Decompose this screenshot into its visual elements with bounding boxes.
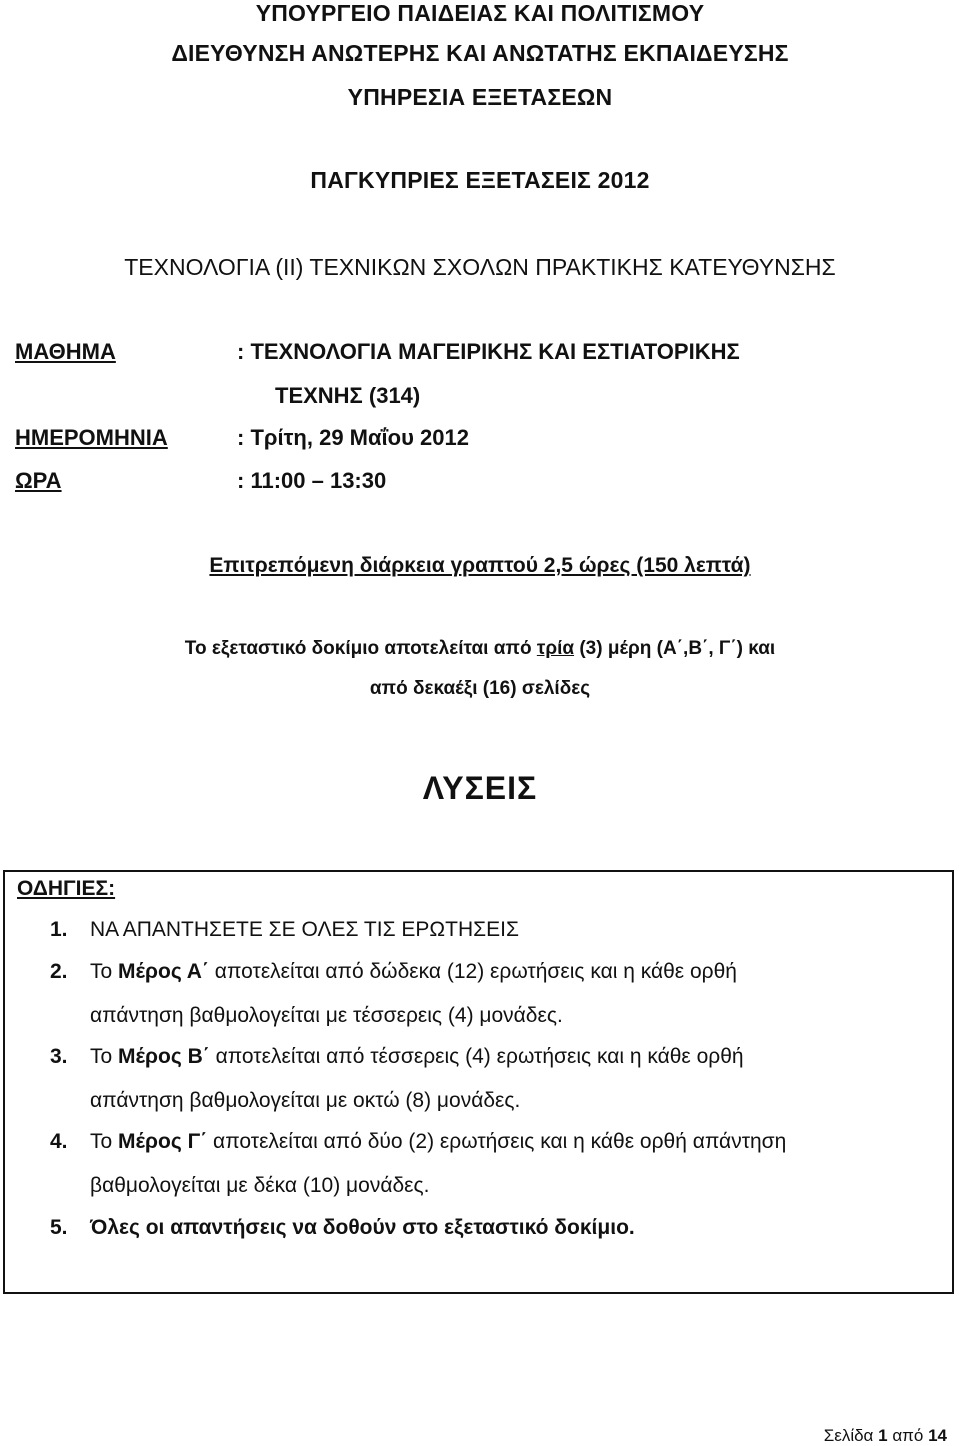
composition-text-b: (3) μέρη (Α΄,Β΄, Γ΄) και bbox=[574, 638, 776, 659]
instruction-3-text bbox=[90, 1045, 744, 1069]
instruction-2-text bbox=[90, 960, 737, 984]
of-word: από bbox=[892, 1426, 924, 1445]
page-current: 1 bbox=[878, 1426, 888, 1445]
instruction-2-number: 2. bbox=[50, 960, 68, 983]
exams-title: ΠΑΓΚΥΠΡΙΕΣ ΕΞΕΤΑΣΕΙΣ 2012 bbox=[310, 167, 650, 193]
instruction-1-number: 1. bbox=[50, 918, 68, 941]
instruction-1-text: ΝΑ ΑΠΑΝΤΗΣΕΤΕ ΣΕ ΟΛΕΣ ΤΙΣ ΕΡΩΤΗΣΕΙΣ bbox=[90, 918, 519, 941]
page-total: 14 bbox=[928, 1426, 947, 1445]
composition-text-underlined: τρία bbox=[536, 638, 575, 659]
instruction-2-part: Μέρος Α΄ bbox=[118, 960, 209, 983]
instruction-4-text bbox=[90, 1130, 786, 1154]
ministry-title: ΥΠΟΥΡΓΕΙΟ ΠΑΙΔΕΙΑΣ ΚΑΙ ΠΟΛΙΤΙΣΜΟΥ bbox=[255, 0, 705, 26]
subject-value: : ΤΕΧΝΟΛΟΓΙΑ ΜΑΓΕΙΡΙΚΗΣ ΚΑΙ ΕΣΤΙΑΤΟΡΙΚΗΣ bbox=[237, 339, 740, 364]
instruction-4-suffix: αποτελείται από δύο (2) ερωτήσεις και η κάθε ορθή απάντηση bbox=[207, 1130, 787, 1153]
instruction-4-prefix: Το bbox=[90, 1130, 119, 1153]
instruction-4-part: Μέρος Γ΄ bbox=[118, 1130, 208, 1153]
instruction-3-part: Μέρος Β΄ bbox=[118, 1045, 210, 1068]
instruction-4-text-continued: βαθμολογείται με δέκα (10) μονάδες. bbox=[90, 1174, 430, 1197]
exam-duration: Επιτρεπόμενη διάρκεια γραπτού 2,5 ώρες (150 λεπτά) bbox=[209, 554, 751, 577]
time-value: : 11:00 – 13:30 bbox=[237, 468, 387, 493]
instruction-3-text-continued: απάντηση βαθμολογείται με οκτώ (8) μονάδες. bbox=[90, 1089, 521, 1112]
instruction-2-text-continued: απάντηση βαθμολογείται με τέσσερεις (4) μονάδες. bbox=[90, 1004, 563, 1027]
instruction-3-suffix: αποτελείται από τέσσερεις (4) ερωτήσεις και η κάθε ορθή bbox=[209, 1045, 744, 1068]
instructions-title: ΟΔΗΓΙΕΣ: bbox=[17, 877, 116, 900]
instruction-5-text: Όλες οι απαντήσεις να δοθούν στο εξεταστικό δοκίμιο. bbox=[90, 1216, 635, 1239]
instruction-2-prefix: Το bbox=[90, 960, 119, 983]
service-title: ΥΠΗΡΕΣΙΑ ΕΞΕΤΑΣΕΩΝ bbox=[347, 84, 613, 110]
instruction-3-prefix: Το bbox=[90, 1045, 119, 1068]
page-word: Σελίδα bbox=[823, 1426, 874, 1445]
program-title: ΤΕΧΝΟΛΟΓΙΑ (ΙΙ) ΤΕΧΝΙΚΩΝ ΣΧΟΛΩΝ ΠΡΑΚΤΙΚΗΣ ΚΑΤΕΥΘΥΝΣΗΣ bbox=[124, 254, 836, 280]
instruction-3-number: 3. bbox=[50, 1045, 68, 1068]
date-label: ΗΜΕΡΟΜΗΝΙΑ bbox=[15, 425, 168, 450]
directorate-title: ΔΙΕΥΘΥΝΣΗ ΑΝΩΤΕΡΗΣ ΚΑΙ ΑΝΩΤΑΤΗΣ ΕΚΠΑΙΔΕΥΣΗΣ bbox=[171, 40, 789, 66]
time-label: ΩΡΑ bbox=[15, 468, 62, 493]
subject-value-continued: ΤΕΧΝΗΣ (314) bbox=[275, 383, 421, 408]
instruction-2-suffix: αποτελείται από δώδεκα (12) ερωτήσεις και η κάθε ορθή bbox=[208, 960, 737, 983]
composition-line-2: από δεκαέξι (16) σελίδες bbox=[369, 678, 591, 699]
composition-line-1 bbox=[0, 638, 960, 660]
date-value: : Τρίτη, 29 Μαΐου 2012 bbox=[237, 425, 469, 450]
composition-text-a: Το εξεταστικό δοκίμιο αποτελείται από bbox=[184, 638, 537, 659]
instruction-5-number: 5. bbox=[50, 1216, 68, 1239]
subject-label: ΜΑΘΗΜΑ bbox=[15, 339, 116, 364]
instruction-4-number: 4. bbox=[50, 1130, 68, 1153]
solutions-title: ΛΥΣΕΙΣ bbox=[422, 770, 538, 806]
page-number bbox=[824, 1426, 947, 1446]
